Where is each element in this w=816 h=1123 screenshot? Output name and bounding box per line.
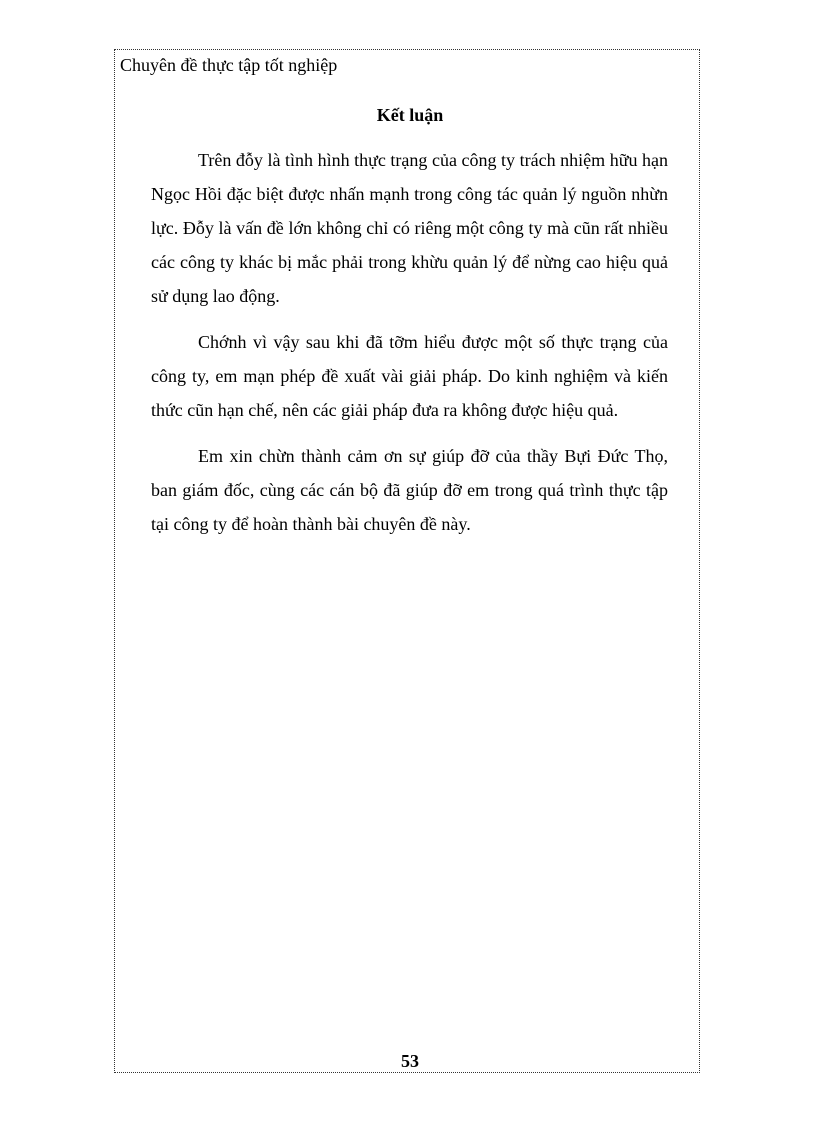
body-text [151, 143, 668, 553]
section-title: Kết luận [376, 105, 444, 125]
paragraph-1: Trên đỗy là tình hình thực trạng của công ty trách nhiệm hữu hạn Ngọc Hồi đặc biệt được nhấn mạnh trong công tác quản lý nguồn nhừn lực. Đỗy là vấn đề lớn không chỉ có riêng một công ty mà cũn rất nhiều các công ty khác bị mắc phải trong khừu quản lý để nừng cao hiệu quả sử dụng lao động. [151, 150, 668, 306]
paragraph-2: Chớnh vì vậy sau khi đã tỡm hiểu được một số thực trạng của công ty, em mạn phép đề xuất vài giải pháp. Do kinh nghiệm và kiến thức cũn hạn chế, nên các giải pháp đưa ra không được hiệu quả. [151, 332, 668, 420]
page-number: 53 [401, 1051, 419, 1071]
running-header: Chuyên đề thực tập tốt nghiệp [120, 55, 338, 75]
paragraph-3: Em xin chừn thành cảm ơn sự giúp đỡ của thầy Bựi Đức Thọ, ban giám đốc, cùng các cán bộ đã giúp đỡ em trong quá trình thực tập tại công ty để hoàn thành bài chuyên đề này. [151, 446, 668, 534]
